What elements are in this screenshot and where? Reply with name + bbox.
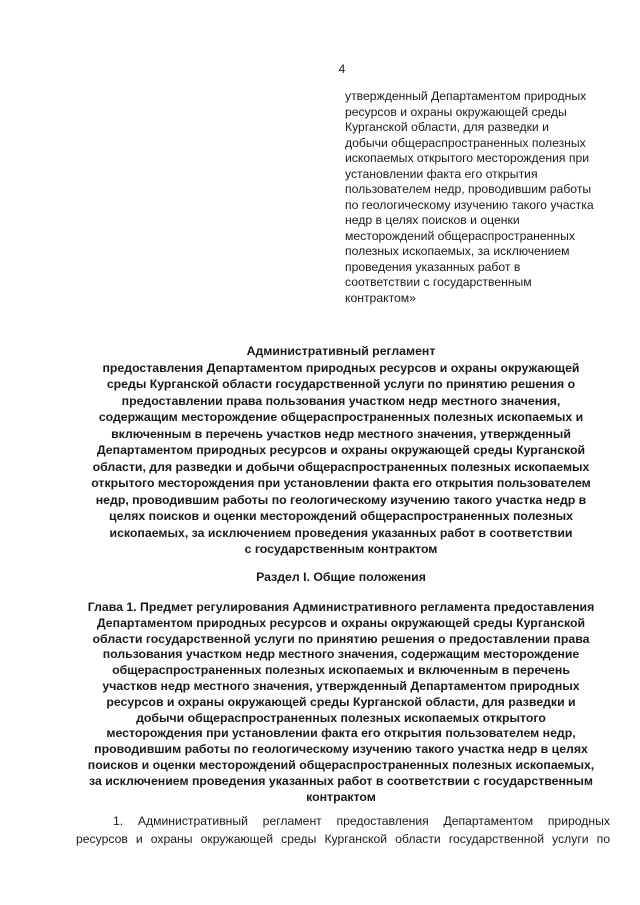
chapter-heading-line: участков недр местного значения, утвержденный Департаментом природных <box>102 678 580 693</box>
approval-text-line: утвержденный Департаментом природных <box>345 89 587 103</box>
chapter-heading-line: поисков и оценки месторождений общераспространенных полезных ископаемых, <box>87 757 595 772</box>
chapter-heading-line: Департаментом природных ресурсов и охраны окружающей среды Курганской <box>96 615 586 630</box>
chapter-heading-line: области государственной услуги по принятию решения о предоставлении права <box>92 631 590 646</box>
approval-text <box>345 89 617 306</box>
paragraph-line: 1. Административный регламент предоставления Департаментом природных <box>113 814 610 828</box>
approval-text-line: пользователем недр, проводившим работы <box>345 182 592 196</box>
chapter-heading-line: общераспространенных полезных ископаемых и включенным в перечень <box>112 663 570 678</box>
title-line: предоставления Департаментом природных ресурсов и охраны окружающей <box>102 360 580 375</box>
chapter-heading-line: месторождения при установлении факта его открытия пользователем недр, <box>106 726 576 741</box>
title-line: Административный регламент <box>246 344 436 358</box>
chapter-heading-line: добычи общераспространенных полезных ископаемых открытого <box>136 710 546 725</box>
title-line: содержащим месторождение общераспространенных полезных ископаемых и <box>98 410 584 424</box>
title-line: Департаментом природных ресурсов и охраны окружающей среды Курганской <box>96 443 586 457</box>
chapter-heading-line: контрактом <box>306 789 376 804</box>
title-line: области, для разведки и добычи общераспространенных полезных ископаемых <box>92 459 590 474</box>
chapter-heading-line: проводившим работы по геологическому изучению такого участка недр в целях <box>94 742 588 757</box>
chapter-heading <box>72 600 610 805</box>
title-line: ископаемых, за исключением проведения указанных работ в соответствии <box>109 525 573 540</box>
approval-text-line: по геологическому изучению такого участка <box>345 197 594 212</box>
title-line: с государственным контрактом <box>244 542 438 556</box>
page-number: 4 <box>338 62 346 76</box>
approval-text-line: полезных ископаемых, за исключением <box>345 244 570 258</box>
approval-text-line: ресурсов и охраны окружающей среды <box>345 104 567 119</box>
approval-text-line: добычи общераспространенных полезных <box>345 135 586 150</box>
document-title <box>72 343 610 558</box>
title-line: включенным в перечень участков недр местного значения, утвержденный <box>111 426 571 441</box>
chapter-heading-line: Глава 1. Предмет регулирования Административного регламента предоставления <box>87 600 595 614</box>
chapter-heading-line: за исключением проведения указанных работ в соответствии с государственным <box>89 773 593 788</box>
approval-text-line: установлении факта его открытия <box>345 166 538 181</box>
paragraph-line: ресурсов и охраны окружающей среды Курганской области государственной услуги по <box>76 832 610 846</box>
title-line: целях поисков и оценки месторождений общераспространенных полезных <box>109 509 573 523</box>
approval-text-line: контрактом» <box>345 290 416 305</box>
approval-text-line: ископаемых открытого месторождения при <box>345 151 590 165</box>
title-line: среды Курганской области государственной услуги по принятию решения о <box>106 377 576 391</box>
title-line: открытого месторождения при установлении факта его открытия пользователем <box>91 476 591 490</box>
title-line: предоставлении права пользования участком недр местного значения, <box>121 393 561 408</box>
body-paragraph <box>76 812 610 848</box>
chapter-heading-line: пользования участком недр местного значения, содержащим месторождение <box>102 647 580 662</box>
approval-text-line: месторождений общераспространенных <box>345 228 575 243</box>
approval-text-line: проведения указанных работ в <box>345 259 521 274</box>
approval-text-line: Курганской области, для разведки и <box>345 120 549 134</box>
approval-text-line: недр в целях поисков и оценки <box>345 213 520 227</box>
section-heading: Раздел I. Общие положения <box>256 570 426 584</box>
approval-text-line: соответствии с государственным <box>345 275 532 289</box>
chapter-heading-line: ресурсов и охраны окружающей среды Курганской области, для разведки и <box>106 694 576 709</box>
title-line: недр, проводившим работы по геологическому изучению такого участка недр в <box>95 492 587 507</box>
